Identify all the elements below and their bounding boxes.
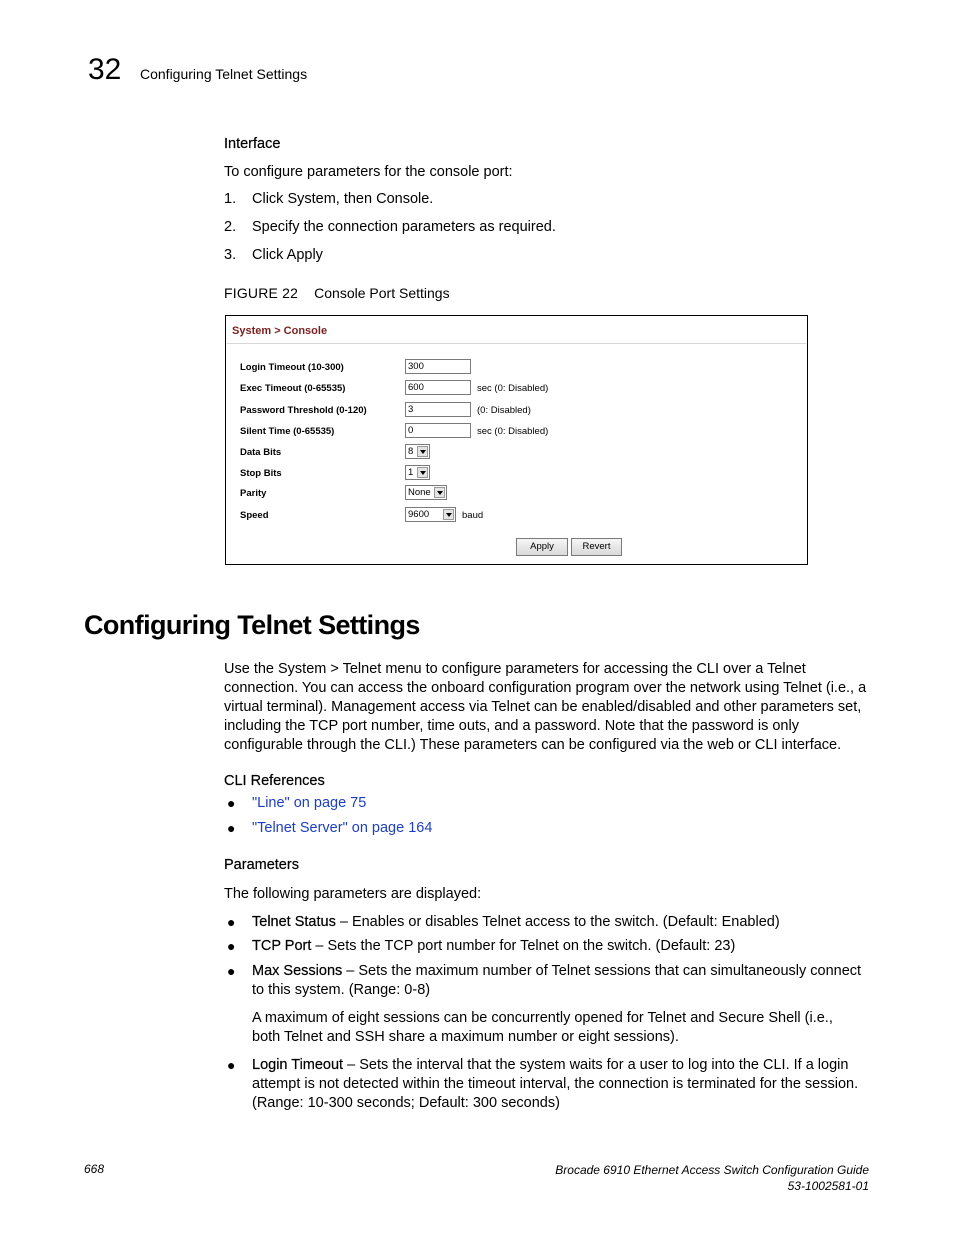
param-desc: – Enables or disables Telnet access to the switch. (Default: Enabled) — [335, 914, 780, 930]
param-desc: – Sets the interval that the system waits for a user to log into the CLI. If a login attempt is not detected within the timeout interval, the connection is terminated for the session. (Range: 10-300 seconds; Default: 300 seconds) — [252, 1057, 859, 1111]
interface-heading: Interface — [224, 136, 281, 152]
step-number: 2. — [224, 219, 237, 235]
figure-title: Console Port Settings — [314, 285, 450, 301]
cli-references-heading: CLI References — [224, 773, 325, 789]
footer-info — [555, 1162, 869, 1194]
bullet-icon: ● — [227, 820, 236, 836]
param-term: Max Sessions — [252, 963, 343, 979]
field-label: Login Timeout (10-300) — [240, 362, 344, 373]
step-text: Click System, then Console. — [252, 191, 434, 207]
chevron-down-icon[interactable] — [417, 446, 428, 457]
step-3 — [224, 247, 323, 263]
field-label: Speed — [240, 510, 269, 521]
field-label: Password Threshold (0-120) — [240, 405, 367, 416]
field-label: Exec Timeout (0-65535) — [240, 383, 346, 394]
select-value: None — [408, 487, 431, 498]
data-bits-select[interactable] — [405, 444, 430, 459]
console-settings-panel — [225, 315, 808, 565]
password-threshold-input[interactable]: 3 — [405, 402, 471, 417]
divider — [227, 343, 806, 344]
field-parity — [240, 485, 431, 502]
field-hint: (0: Disabled) — [477, 405, 531, 416]
step-text: Click Apply — [252, 247, 323, 263]
bullet-icon: ● — [227, 795, 236, 811]
breadcrumb: System > Console — [232, 325, 328, 337]
chapter-number: 32 — [88, 53, 122, 86]
chevron-down-icon[interactable] — [434, 487, 445, 498]
page-number: 668 — [84, 1162, 105, 1176]
speed-select[interactable] — [405, 507, 456, 522]
cli-link-line[interactable]: "Line" on page 75 — [252, 795, 367, 811]
param-desc: – Sets the TCP port number for Telnet on the switch. (Default: 23) — [311, 938, 736, 954]
param-term: Telnet Status — [252, 914, 336, 930]
parity-select[interactable] — [405, 485, 447, 500]
step-number: 3. — [224, 247, 237, 263]
parameters-heading: Parameters — [224, 857, 299, 873]
chapter-title: Configuring Telnet Settings — [140, 66, 308, 82]
section-title: Configuring Telnet Settings — [84, 610, 420, 640]
param-desc: – Sets the maximum number of Telnet sessions that can simultaneously connect to this system. (Range: 0-8) — [252, 963, 862, 998]
param-term: Login Timeout — [252, 1057, 344, 1073]
cli-link-telnet-server[interactable]: "Telnet Server" on page 164 — [252, 820, 433, 836]
field-speed — [240, 507, 484, 524]
list-item — [224, 1056, 874, 1113]
field-hint: sec (0: Disabled) — [477, 383, 549, 394]
list-item — [224, 913, 874, 932]
figure-label: FIGURE 22 — [224, 285, 299, 301]
select-value: 8 — [408, 446, 414, 457]
list-item — [224, 962, 874, 1000]
step-2 — [224, 219, 556, 235]
max-sessions-note: A maximum of eight sessions can be concurrently opened for Telnet and Secure Shell (i.e., both Telnet and SSH share a maximum number or eight sessions). — [252, 1010, 833, 1045]
login-timeout-input[interactable]: 300 — [405, 359, 471, 374]
field-data-bits — [240, 444, 414, 461]
bullet-icon: ● — [227, 1057, 236, 1073]
field-label: Stop Bits — [240, 468, 282, 479]
select-value: 9600 — [408, 509, 430, 520]
step-text: Specify the connection parameters as required. — [252, 219, 556, 235]
figure-caption — [224, 285, 450, 301]
field-stop-bits — [240, 465, 414, 482]
interface-intro: To configure parameters for the console port: — [224, 164, 513, 180]
apply-button[interactable]: Apply — [516, 538, 568, 556]
field-hint: baud — [462, 510, 484, 521]
chevron-down-icon[interactable] — [417, 467, 428, 478]
select-value: 1 — [408, 467, 414, 478]
doc-number: 53-1002581-01 — [787, 1179, 869, 1193]
bullet-icon: ● — [227, 938, 236, 954]
section-paragraph: Use the System > Telnet menu to configure parameters for accessing the CLI over a Telnet connection. You can access the onboard configuration program over the network using Telnet (i.e., a virtual terminal). Management access via Telnet can be enabled/disabled and other parameters set, including the TCP port number, time outs, and a password. Note that the password is only configurable through the CLI.) These parameters can be configured via the web or CLI interface. — [224, 661, 867, 753]
step-number: 1. — [224, 191, 237, 207]
field-label: Silent Time (0-65535) — [240, 426, 335, 437]
bullet-icon: ● — [227, 914, 236, 930]
param-term: TCP Port — [252, 938, 312, 954]
exec-timeout-input[interactable]: 600 — [405, 380, 471, 395]
silent-time-input[interactable]: 0 — [405, 423, 471, 438]
field-hint: sec (0: Disabled) — [477, 426, 549, 437]
list-item — [224, 819, 874, 838]
parameters-intro: The following parameters are displayed: — [224, 886, 482, 902]
stop-bits-select[interactable] — [405, 465, 430, 480]
chevron-down-icon[interactable] — [443, 509, 454, 520]
list-item — [224, 937, 874, 956]
list-item — [224, 794, 874, 813]
revert-button[interactable]: Revert — [571, 538, 622, 556]
field-label: Data Bits — [240, 447, 282, 458]
bullet-icon: ● — [227, 963, 236, 979]
step-1 — [224, 191, 433, 207]
guide-title: Brocade 6910 Ethernet Access Switch Configuration Guide — [555, 1163, 869, 1177]
field-label: Parity — [240, 488, 267, 499]
